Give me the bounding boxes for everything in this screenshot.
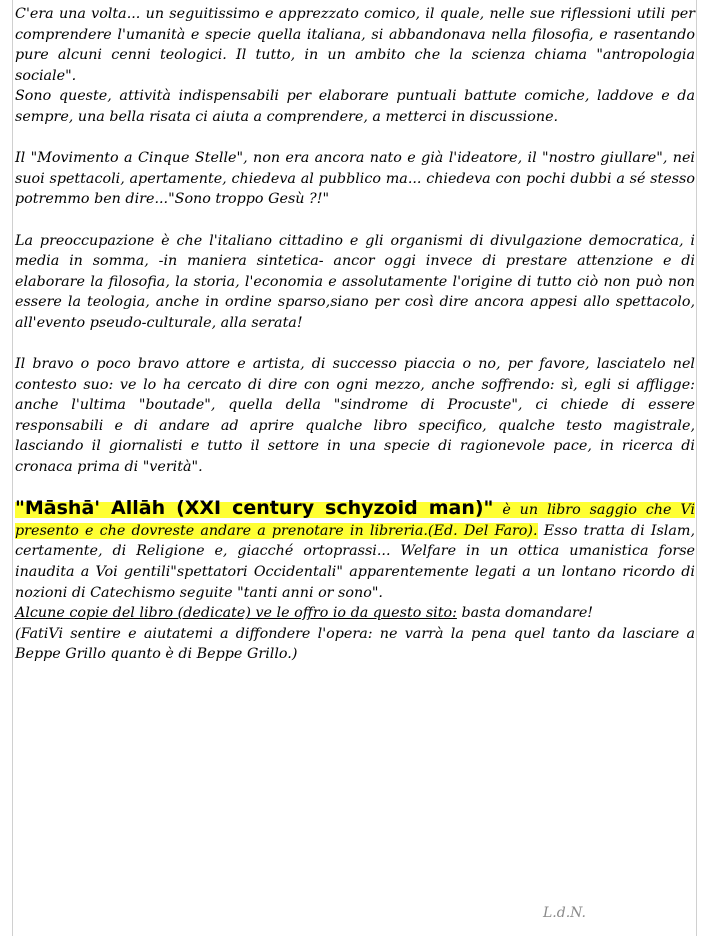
offer-underlined: Alcune copie del libro (dedicate) ve le offro io da questo sito:: [15, 605, 457, 622]
book-title: "Māshā' Allāh (XXI century schyzoid man)": [15, 497, 494, 520]
document-body: [15, 4, 695, 665]
paragraph-closing: (FatiVi sentire e aiutatemi a diffondere l'opera: ne varrà la pena quel tanto da lasciare a Beppe Grillo quanto è di Beppe Grillo.): [15, 625, 695, 663]
document-page: [12, 0, 697, 936]
paragraph-5: Il bravo o poco bravo attore e artista, di successo piaccia o no, per favore, lasciatelo nel contesto suo: ve lo ha cercato di dire con ogni mezzo, anche soffrendo: sì, egli si affligge: anche l'ultima "boutade", quella della "sindrome di Procuste", ci chiede di essere responsabili e di andare ad aprire qualche libro specifico, qualche testo magistrale, lasciando il giornalisti e tutto il settore in una specie di ragionevole pace, in ricerca di cronaca prima di "verità".: [15, 356, 695, 476]
book-highlight-rest: è un libro saggio che Vi presento e che dovreste andare a prenotare in libreria.(Ed. Del Faro).: [15, 502, 695, 539]
paragraph-4: La preoccupazione è che l'italiano cittadino e gli organismi di divulgazione democratica, i media in somma, -in maniera sintetica- ancor oggi invece di prestare attenzione e di elaborare la filosofia, la storia, l'economia e assolutamente l'origine di tutto ciò non può non essere la teologia, anche in ordine sparso,siano per così dire ancora appesi allo spettacolo, all'evento pseudo-culturale, alla serata!: [15, 232, 695, 331]
paragraph-book: [15, 498, 695, 603]
paragraph-3: Il "Movimento a Cinque Stelle", non era ancora nato e già l'ideatore, il "nostro giullare", nei suoi spettacoli, apertamente, chiedeva al pubblico ma... chiedeva con pochi dubbi a sé stesso potremmo ben dire..."Sono troppo Gesù ?!": [15, 150, 695, 208]
book-description: Esso tratta di Islam, certamente, di Religione e, giacché ortoprassi... Welfare in un ottica umanistica forse inaudita a Voi gentili"spettatori Occidentali" apparentemente legati a un lontano ricordo di nozioni di Catechismo seguite "tanti anni or sono".: [15, 522, 695, 601]
paragraph-offer: [15, 603, 695, 624]
paragraph-2-text: Sono queste, attività indispensabili per elaborare puntuali battute comiche, laddove e da sempre, una bella risata ci aiuta a comprendere, a metterci in discussione.: [15, 88, 695, 125]
paragraph-1: C'era una volta... un seguitissimo e apprezzato comico, il quale, nelle sue riflessioni utili per comprendere l'umanità e specie quella italiana, si abbandonava nella filosofia, e rasentando pure alcuni cenni teologici. Il tutto, in un ambito che la scienza chiama "antropologia sociale".: [15, 6, 695, 84]
signature: L.d.N.: [543, 905, 586, 921]
paragraph-2: [15, 86, 695, 127]
offer-rest: basta domandare!: [456, 605, 594, 622]
